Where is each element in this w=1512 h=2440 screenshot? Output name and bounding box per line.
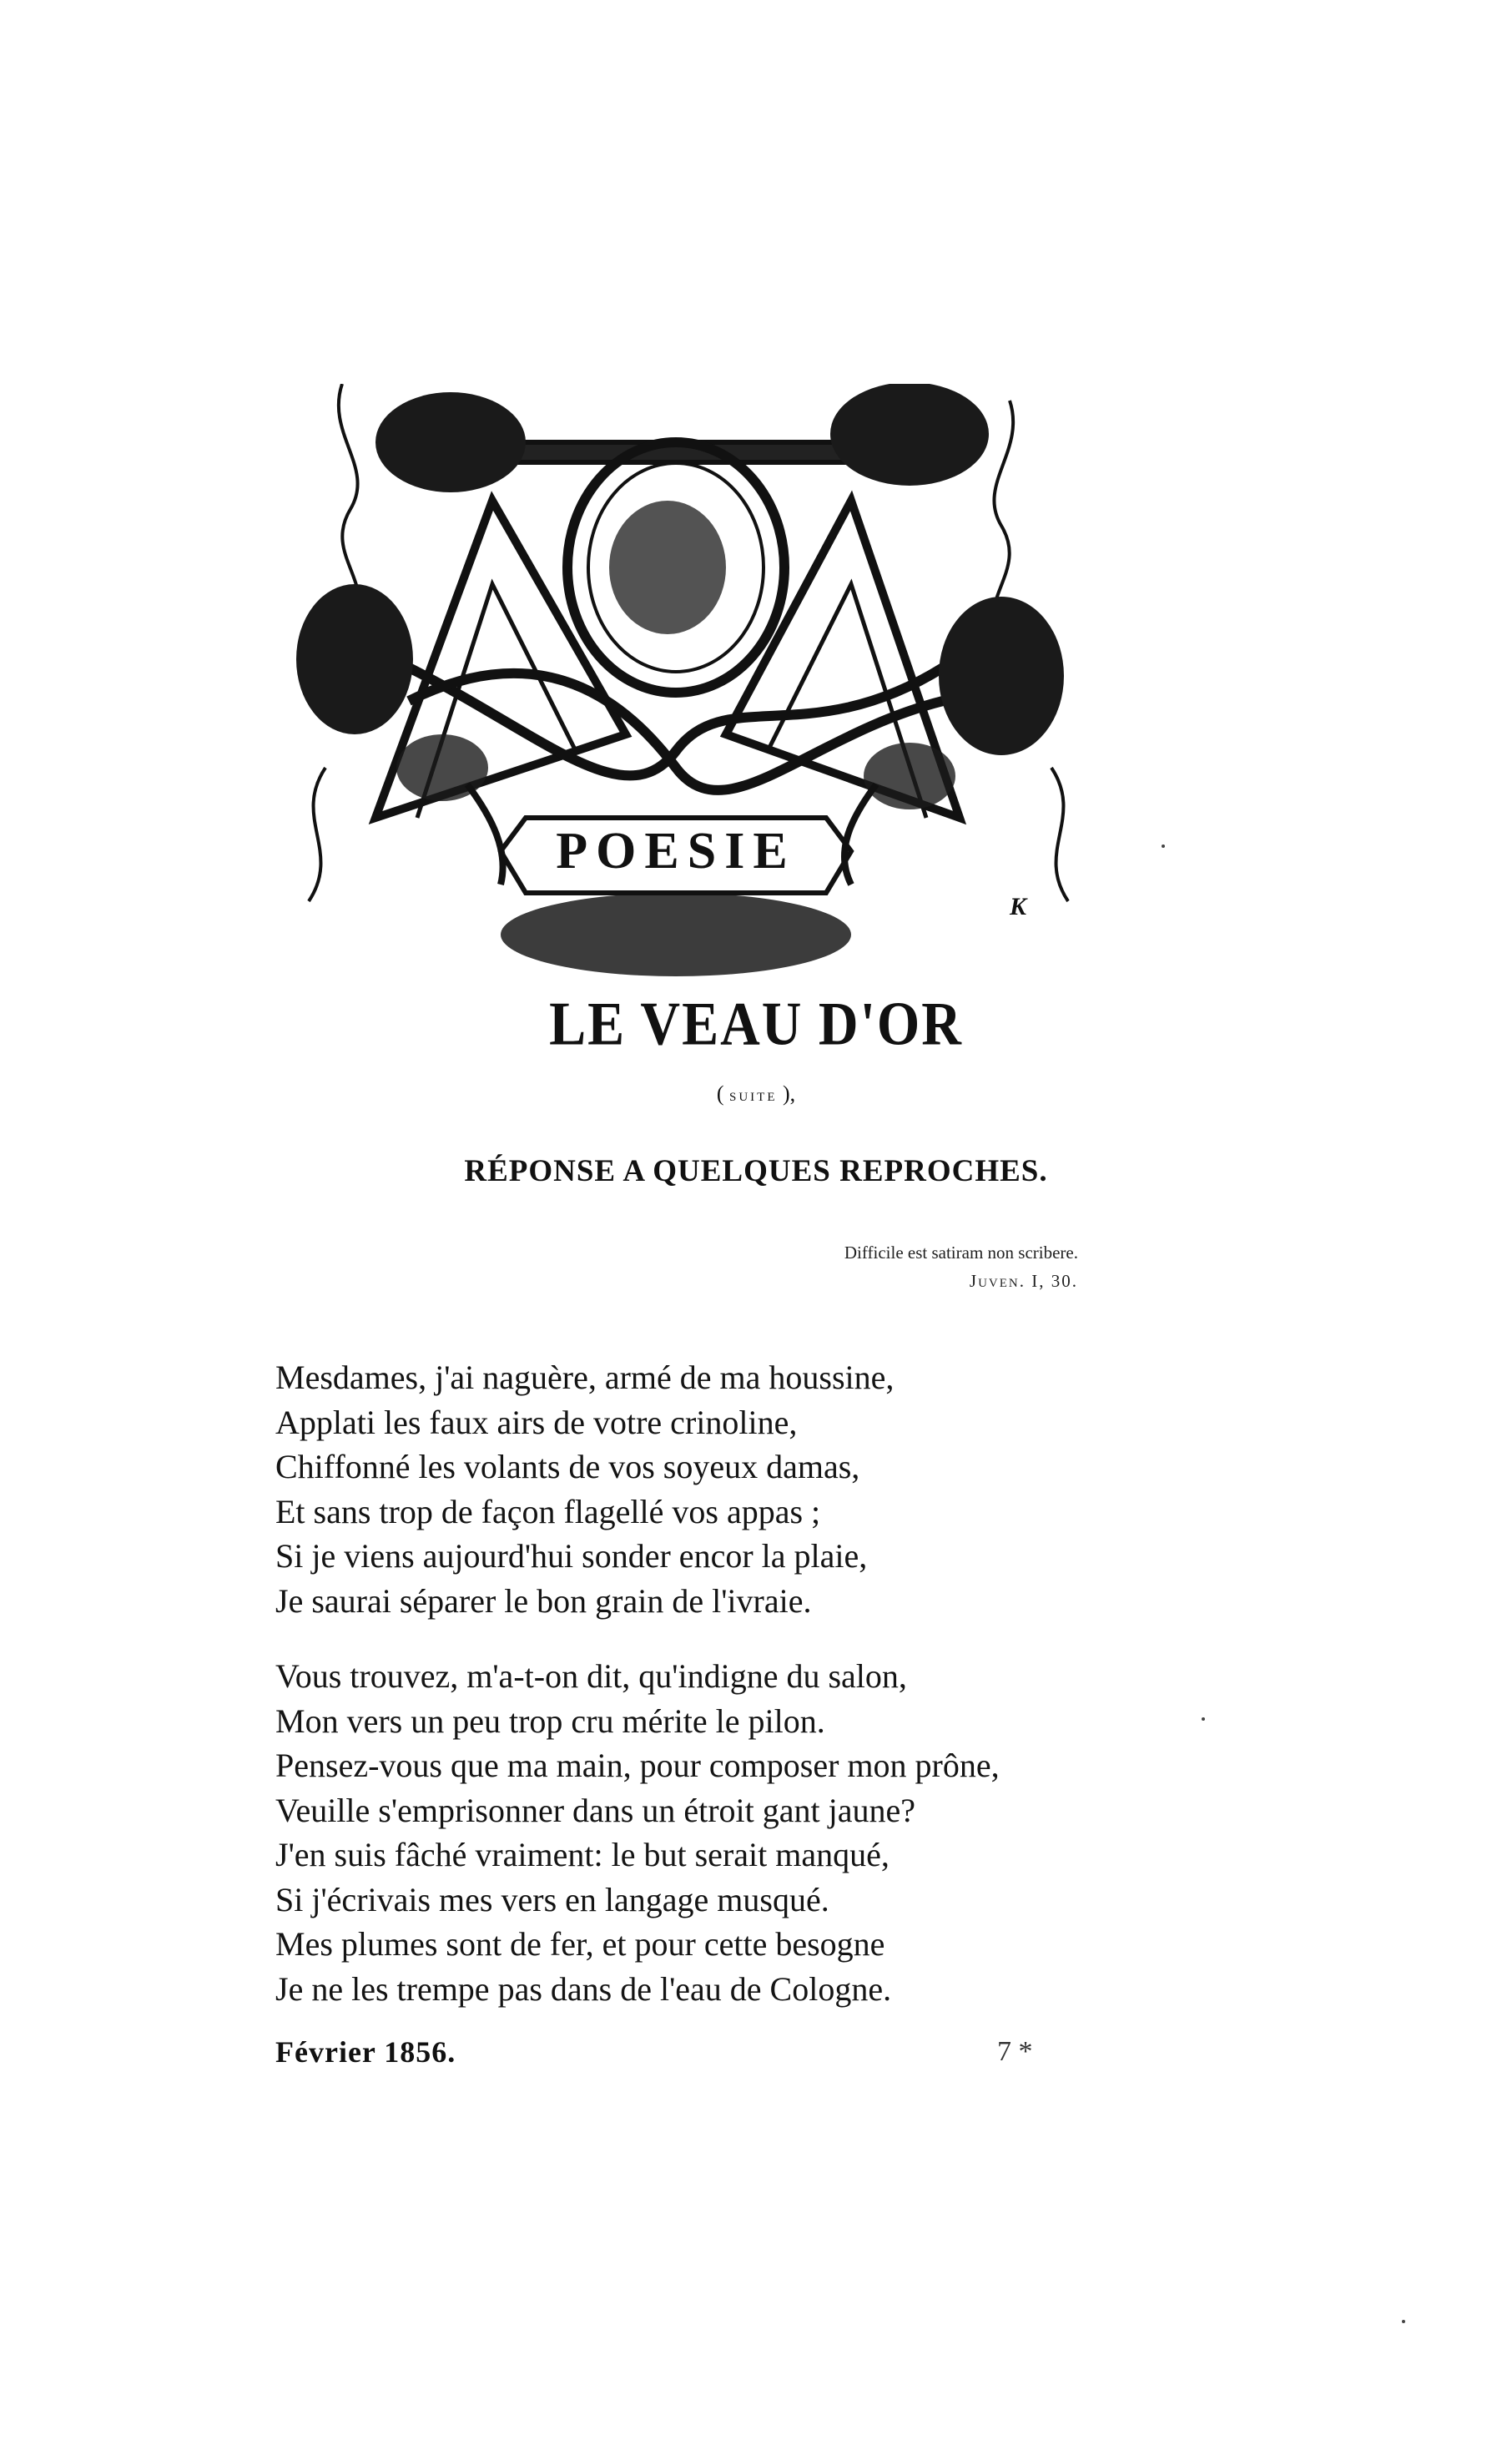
banner-text: POESIE [556,823,796,880]
verse-line: Veuille s'emprisonner dans un étroit gant jaune? [275,1791,915,1829]
verse-line: Vous trouvez, m'a-t-on dit, qu'indigne du salon, [275,1657,907,1695]
verse-line: Chiffonné les volants de vos soyeux damas, [275,1448,860,1485]
scan-speck [1162,844,1165,848]
stanza-1 [275,1355,894,1623]
verse-line: Si je viens aujourd'hui sonder encor la plaie, [275,1537,868,1575]
suite-open: ( [716,1081,729,1106]
epigraph [844,1238,1078,1295]
poem-subtitle: RÉPONSE A QUELQUES REPROCHES. [464,1154,1048,1188]
epigraph-reference: Juven. I, 30. [969,1271,1078,1291]
stanza-2 [275,1654,1000,2011]
poesie-vignette [275,384,1110,985]
signature-mark: 7 * [997,2036,1033,2067]
verse-line: Mesdames, j'ai naguère, armé de ma houssine, [275,1359,895,1396]
verse-line: Je ne les trempe pas dans de l'eau de Cologne. [275,1969,892,2008]
ornament-illustration [275,384,1110,985]
suite-close: ), [777,1081,796,1106]
scan-speck [1402,2320,1405,2323]
engraver-mark: K [1010,893,1027,920]
scan-speck [1202,1717,1205,1721]
verse-line: Mon vers un peu trop cru mérite le pilon. [275,1701,825,1740]
suite-word: suite [729,1084,778,1105]
verse-line: Mes plumes sont de fer, et pour cette besogne [275,1925,885,1963]
verse-line: Si j'écrivais mes vers en langage musqué. [275,1880,829,1918]
poem-title: LE VEAU D'OR [549,990,963,1059]
verse-line: Et sans trop de façon flagellé vos appas ; [275,1492,821,1530]
verse-line: J'en suis fâché vraiment: le but serait manqué, [275,1836,890,1873]
verse-line: Pensez-vous que ma main, pour composer mon prône, [275,1747,1000,1784]
issue-date: Février 1856. [275,2035,456,2069]
verse-line: Applati les faux airs de votre crinoline, [275,1403,798,1441]
verse-line: Je saurai séparer le bon grain de l'ivraie. [275,1581,812,1620]
epigraph-quote: Difficile est satiram non scribere. [844,1243,1078,1263]
suite-label [0,1081,1512,1107]
